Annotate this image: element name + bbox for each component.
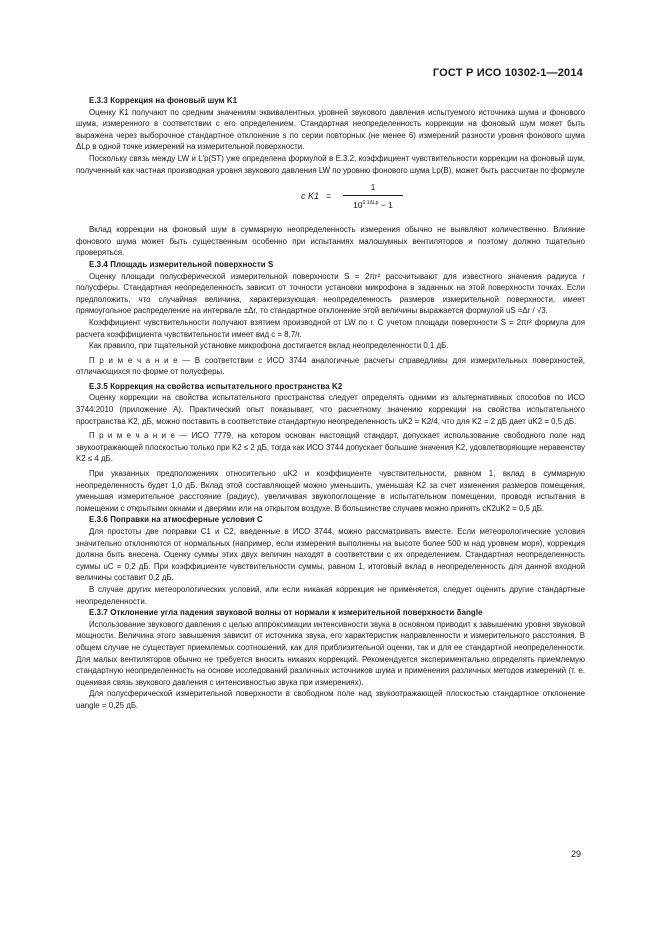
formula-fraction bbox=[343, 182, 403, 211]
note: П р и м е ч а н и е — В соответствии с ИСО 3744 аналогичные расчеты справедливы для измерительных поверхностей, отличающихся по форме от полусферы. bbox=[76, 355, 585, 377]
formula-numerator: 1 bbox=[343, 182, 403, 196]
section-heading-e33: Е.3.3 Коррекция на фоновый шум K1 bbox=[89, 96, 238, 105]
section-heading-e34: Е.3.4 Площадь измерительной поверхности S bbox=[89, 259, 274, 269]
formula-den-tail: − 1 bbox=[378, 199, 393, 210]
paragraph: Оценку K1 получают по средним значениям эквивалентных уровней звукового давления испытуемого источника шума и фонового шума, измеренного в соответствии с его определением. Стандартная неопределенность коррекции на фоновый шум может быть выражена через выборочное стандартное отклонение s по серии повторных (не менее 6) измерений разности уровня фонового шума ΔLp в одной точке измерений на измерительной поверхности. bbox=[76, 107, 585, 152]
paragraph: Коэффициент чувствительности получают взятием производной от LW по r. С учетом площади поверхности S = 2πr² формула для расчета коэффициента чувствительности имеет вид c = 8,7/r. bbox=[76, 317, 585, 339]
paragraph: Как правило, при тщательной установке микрофона достигается вклад неопределенности 0,1 дБ. bbox=[89, 341, 449, 351]
paragraph: Оценку площади полусферической измерительной поверхности S = 2πr² рассчитывают для известного значения радиуса r полусферы. Стандартная неопределенность зависит от точности установки микрофона в заданных на этой поверхности точках. Если предположить, что случайная величина, характеризующая неопределенность размеров измерительной поверхности, имеет прямоугольное распределение на интервале ±Δr, то стандартное отклонение этой величины выражается формулой uS =Δr / √3. bbox=[76, 271, 585, 316]
section-heading-e35: Е.3.5 Коррекция на свойства испытательного пространства K2 bbox=[89, 381, 343, 391]
paragraph: Поскольку связь между LW и L′p(ST) уже определена формулой в Е.3.2, коэффициент чувствительности коррекции на фоновый шум, полученный как частная производная уровня звукового давления LW по уровню фонового шума Lp(B), может быть рассчитан по формуле bbox=[76, 153, 585, 175]
paragraph: Использование звукового давления с целью аппроксимации интенсивности звука в основном приводит к завышению уровня звуковой мощности. Величина этого завышения зависит от источника звука, его характеристик направленности и измерительного расстояния. В общем случае не существует приемлемых соотношений, как для приблизительной оценки, так и для ее стандартной неопределенности. Для малых вентиляторов обычно не требуется вносить никаких коррекций. Рекомендуется экспериментально определять приемлемую стандартную неопределенность на основе исследований различных источников шума и применения различных методов измерений (т. е. оценивая связь звукового давления с интенсивностью звука при измерениях). bbox=[76, 619, 585, 687]
paragraph: В случае других метеорологических условий, или если никакая коррекция не применяется, следует оценить другие стандартные неопределенности. bbox=[76, 584, 585, 606]
formula-equals: = bbox=[326, 191, 332, 202]
paragraph: Для полусферической измерительной поверхности в свободном поле над звукоотражающей плоскостью стандартное отклонение uangle = 0,25 дБ. bbox=[76, 689, 585, 710]
section-heading-e37: Е.3.7 Отклонение угла падения звуковой волны от нормали к измерительной поверхности δangle bbox=[89, 608, 483, 618]
paragraph: Оценку коррекции на свойства испытательного пространства следует определять одними из альтернативных способов по ИСО 3744:2010 (приложение А). Практический опыт показывает, что расчетному значению коррекции на свойства испытательного пространства K2, дБ, можно поставить в соответствие стандартную неопределенность uK2 = K2/4, что для K2 = 2 дБ дает uK2 = 0,5 дБ. bbox=[76, 393, 585, 426]
paragraph: Вклад коррекции на фоновый шум в суммарную неопределенность измерения обычно не выявляют количественно. Влияние фонового шума может быть существенным особенно при испытаниях малошумных вентиляторов и поэтому должно тщательно проверяться. bbox=[76, 225, 585, 258]
standard-header: ГОСТ Р ИСО 10302-1—2014 bbox=[432, 67, 583, 79]
formula-denominator bbox=[343, 196, 403, 211]
paragraph: Для простоты две поправки C1 и C2, введенные в ИСО 3744, можно рассматривать вместе. Если метеорологические условия значительно отклоняются от нормальных (например, если измерения выполнены на высоте более 500 м над уровнем моря), коррекция должна быть внесена. Оценку суммы этих двух величин находят в соответствии с их определением. Стандартная неопределенность суммы uC = 0,2 дБ. При коэффициенте чувствительности суммы, равном 1, итоговый вклад в неопределенность для данной входной величины составит 0,2 дБ. bbox=[76, 527, 585, 583]
note: П р и м е ч а н и е — ИСО 7779, на котором основан настоящий стандарт, допускает использование свободного поле над звукоотражающей плоскостью только при K2 ≤ 2 дБ, тогда как ИСО 3744 допускает большие значения K2, удовлетворяющие неравенству K2 ≤ 4 дБ. bbox=[76, 431, 585, 464]
paragraph: При указанных предположениях относительно uK2 и коэффициенте чувствительности, равном 1, вклад в суммарную неопределенность будет 1,0 дБ. Вклад этой составляющей можно уменьшить, уменьшая K2 за счет изменения размеров помещения, уменьшая измерительное расстояние (радиус), увеличивая звукопоглощение в испытательном помещении, проводя испытания в помещении с открытыми окнами и дверями или на открытом воздухе. В большинстве случаев можно принять cK2uK2 = 0,5 дБ. bbox=[76, 469, 585, 513]
formula-den-exp: 0.1ΔLp bbox=[362, 199, 379, 206]
formula-den-base: 10 bbox=[353, 199, 363, 210]
document-body bbox=[76, 95, 585, 712]
sensitivity-formula bbox=[76, 178, 585, 218]
page-number: 29 bbox=[571, 849, 582, 859]
formula-lhs: c K1 bbox=[301, 191, 320, 202]
section-heading-e36: Е.3.6 Поправки на атмосферные условия C bbox=[89, 515, 263, 525]
